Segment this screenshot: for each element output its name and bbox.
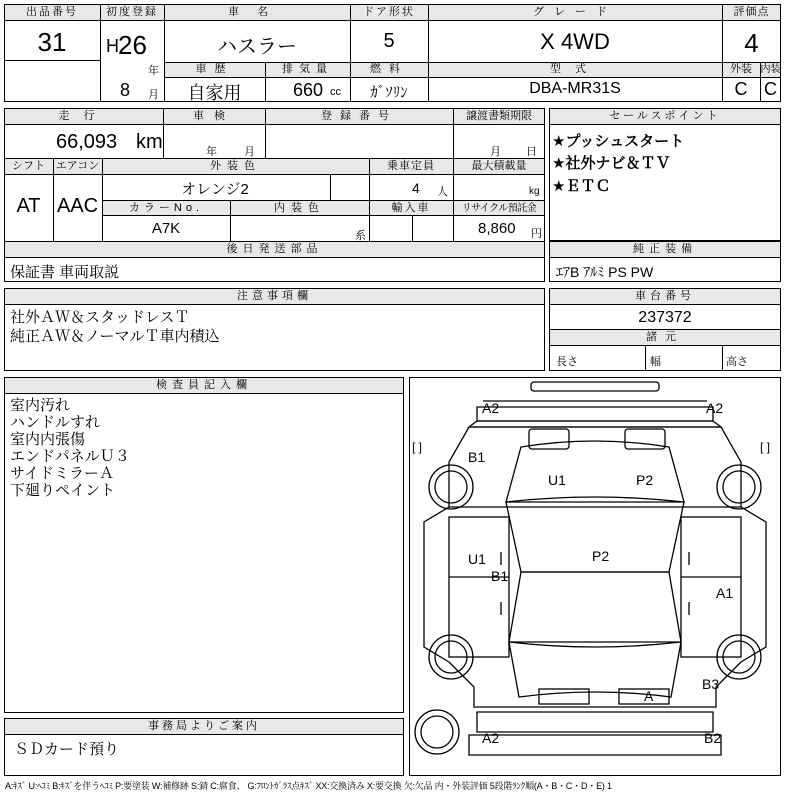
mileage-value: 66,093 [56, 131, 118, 153]
capacity-value: 4 [412, 180, 420, 196]
history-header: 車歴 [195, 63, 234, 75]
inspection-year-unit: 年 [206, 146, 217, 158]
inspection-header: 車検 [193, 110, 235, 122]
exterior-rating-header: 外装 [730, 63, 752, 75]
grade-header: グレード [533, 6, 617, 18]
capacity-header: 乗車定員 [387, 160, 435, 172]
caution-line-1: 社外ＡＷ＆スタッドレスＴ [10, 309, 190, 326]
color-number-header: カラーNo. [128, 202, 204, 214]
exterior-color-value: オレンジ2 [181, 181, 249, 198]
divider [645, 345, 646, 371]
exterior-rating-value: C [734, 79, 748, 99]
recycle-fee-header: リサイクル預託金 [461, 203, 537, 214]
divider [722, 345, 723, 371]
divider [4, 60, 100, 61]
first-registration-header: 初度登録 [106, 6, 158, 18]
displacement-value: 660 [293, 80, 324, 100]
damage-a2-rear-left: A2 [482, 730, 500, 746]
office-notice-header: 事務局よりご案内 [148, 720, 260, 732]
damage-p2-roof: P2 [636, 472, 654, 488]
length-label: 長さ [556, 356, 578, 368]
sales-point-3: ★ＥＴＣ [552, 178, 611, 195]
divider [164, 77, 781, 78]
max-load-unit: kg [529, 186, 540, 197]
color-number-value: A7K [151, 220, 181, 237]
damage-a-rear: A [644, 688, 654, 704]
sales-points-header: セールスポイント [609, 110, 721, 122]
divider [412, 215, 413, 241]
damage-u1-side: U1 [468, 551, 486, 567]
divider [4, 20, 781, 21]
recycle-fee-unit: 円 [531, 228, 542, 240]
car-name-value: ハスラー [217, 36, 297, 58]
caution-line-2: 純正ＡＷ＆ノーマルＴ車内積込 [10, 328, 220, 345]
registration-year: 26 [118, 30, 147, 60]
score-value: 4 [744, 28, 759, 58]
import-header: 輸入車 [391, 202, 431, 214]
lot-number-header: 出品番号 [26, 6, 78, 18]
sales-point-1: ★プッシュスタート [552, 133, 685, 150]
door-type-value: 5 [383, 30, 395, 52]
caution-header: 注意事項欄 [237, 290, 312, 302]
model-value: DBA-MR31S [529, 80, 621, 97]
interior-color-unit: 系 [355, 230, 366, 242]
later-parts-value: 保証書 車両取説 [10, 264, 120, 281]
divider [549, 345, 781, 346]
inspector-note: 室内内張傷 [10, 431, 86, 448]
inspector-note: ハンドルすれ [10, 414, 101, 431]
damage-b1-side: B1 [491, 568, 509, 584]
height-label: 高さ [726, 356, 748, 368]
shift-header: シフト [12, 160, 45, 172]
fuel-header: 燃料 [370, 63, 408, 75]
lot-number-value: 31 [37, 27, 67, 57]
shift-value: AT [16, 195, 41, 217]
interior-rating-header: 内装 [760, 64, 781, 75]
door-type-header: ドア形状 [363, 6, 415, 18]
history-value: 自家用 [187, 83, 242, 103]
divider [549, 304, 781, 305]
grade-value: X 4WD [540, 29, 610, 54]
aircon-header: エアコン [55, 160, 100, 172]
divider [549, 257, 781, 258]
spec-header: 諸元 [646, 331, 684, 343]
chassis-number-value: 237372 [638, 309, 692, 326]
damage-a1-right: A1 [716, 585, 734, 601]
aircon-value: AAC [56, 195, 99, 217]
damage-u1-roof: U1 [548, 472, 566, 488]
damage-b2-rear-right: B2 [704, 730, 722, 746]
score-header: 評価点 [733, 6, 770, 18]
transfer-month-unit: 月 [490, 146, 501, 158]
sales-point-2: ★社外ナビ＆ＴＶ [552, 155, 671, 172]
inspector-notes-header: 検査員記入欄 [156, 379, 252, 391]
divider [4, 734, 404, 735]
inspector-note: サイドミラーＡ [10, 465, 114, 482]
legend-footer: A:ｷｽﾞ U:ﾍｺﾐ B:ｷｽﾞを伴うﾍｺﾐ P:要塗装 W:補修跡 S:錆 C:腐食、 G:ﾌﾛﾝﾄｶﾞﾗｽ点ｷｽﾞ XX:交換済み X:要交換 欠:欠品 内・外装評価 5段階ﾗﾝｸ順(A・B・C・D・E) 1 [5, 781, 612, 791]
transfer-deadline-header: 譲渡書類期限 [466, 110, 532, 122]
exterior-color-header: 外装色 [210, 160, 261, 172]
mileage-unit: km [136, 131, 163, 153]
bracket-right: [ ] [760, 440, 771, 454]
car-outline-diagram [409, 377, 781, 776]
car-name-header: 車名 [228, 6, 286, 18]
width-label: 幅 [650, 356, 661, 368]
displacement-unit: cc [330, 86, 341, 98]
divider [4, 124, 545, 125]
divider [4, 393, 404, 394]
inspection-month-unit: 月 [244, 146, 255, 158]
displacement-header: 排気量 [282, 63, 333, 75]
interior-rating-value: C [764, 79, 777, 99]
month-unit: 月 [148, 89, 159, 101]
inspector-note: エンドパネルＵ３ [10, 448, 130, 465]
bracket-left: [ ] [412, 440, 423, 454]
registration-month: 8 [120, 80, 131, 100]
damage-p2-center: P2 [592, 548, 610, 564]
divider [330, 174, 331, 200]
damage-b3-right: B3 [702, 676, 720, 692]
inspector-note: 下廻りペイント [10, 482, 116, 499]
divider [4, 174, 545, 175]
max-load-header: 最大積載量 [471, 160, 527, 172]
genuine-equipment-value: ｴｱB ｱﾙﾐ PS PW [556, 264, 654, 280]
damage-a2-front-left: A2 [482, 400, 500, 416]
year-unit: 年 [148, 65, 159, 77]
model-header: 型式 [550, 63, 600, 75]
era-letter: H [106, 36, 119, 56]
mileage-header: 走行 [58, 110, 109, 122]
genuine-equipment-header: 純正装備 [633, 243, 697, 255]
damage-a2-front-right: A2 [706, 400, 724, 416]
damage-b1-front-left: B1 [468, 449, 486, 465]
recycle-fee-value: 8,860 [478, 220, 516, 237]
divider [4, 304, 545, 305]
capacity-unit: 人 [437, 186, 448, 198]
inspector-note: 室内汚れ [10, 397, 71, 414]
interior-color-header: 内装色 [274, 202, 325, 214]
inspector-notes-list [10, 397, 130, 499]
fuel-value: ｶﾞｿﾘﾝ [370, 84, 408, 101]
office-notice-value: ＳＤカード預り [14, 741, 120, 758]
divider [4, 257, 545, 258]
registration-number-header: 登録番号 [321, 110, 397, 122]
transfer-day-unit: 日 [526, 146, 537, 158]
later-parts-header: 後日発送部品 [226, 243, 323, 255]
chassis-number-header: 車台番号 [635, 290, 695, 302]
divider [549, 124, 781, 125]
